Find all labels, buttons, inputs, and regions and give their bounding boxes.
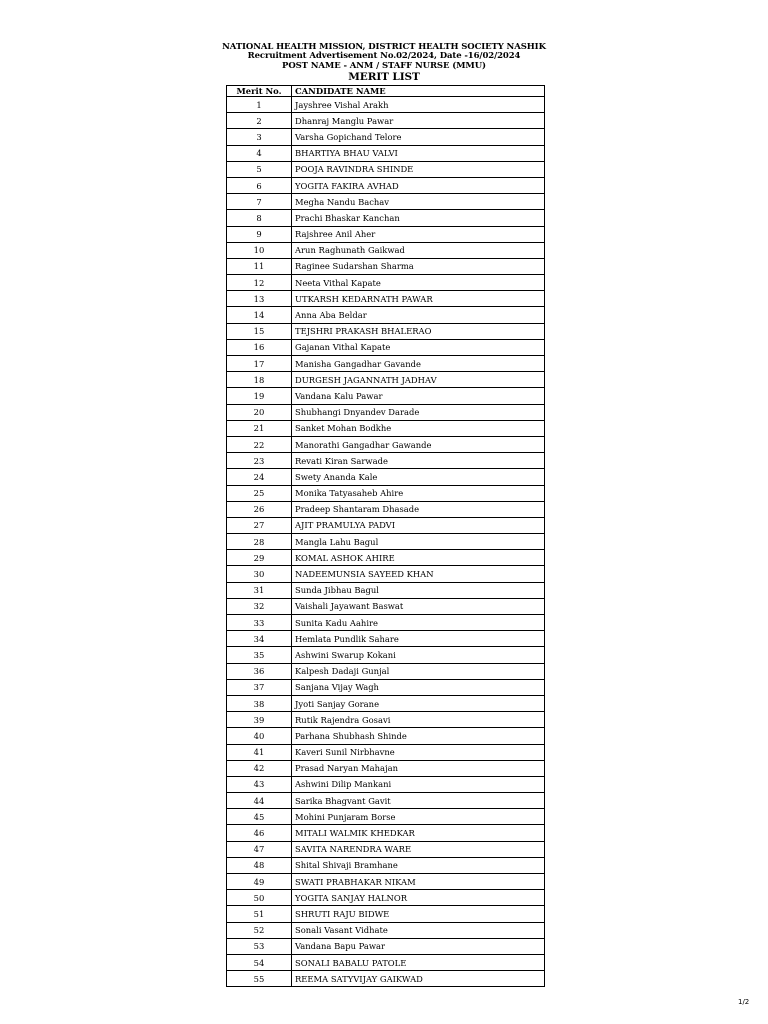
merit-number-cell: 50 [227, 890, 292, 906]
candidate-name-cell: Revati Kiran Sarwade [292, 453, 545, 469]
table-row [227, 534, 545, 550]
column-header-candidate-name: CANDIDATE NAME [292, 86, 545, 97]
merit-number-cell: 8 [227, 210, 292, 226]
candidate-name-cell: Pradeep Shantaram Dhasade [292, 501, 545, 517]
table-row [227, 679, 545, 695]
candidate-name-cell: YOGITA SANJAY HALNOR [292, 890, 545, 906]
page-number: 1/2 [738, 998, 750, 1006]
merit-number-cell: 43 [227, 776, 292, 792]
merit-number-cell: 2 [227, 113, 292, 129]
candidate-name-cell: TEJSHRI PRAKASH BHALERAO [292, 323, 545, 339]
merit-number-cell: 30 [227, 566, 292, 582]
merit-number-cell: 9 [227, 226, 292, 242]
candidate-name-cell: Mohini Punjaram Borse [292, 809, 545, 825]
merit-number-cell: 20 [227, 404, 292, 420]
candidate-name-cell: UTKARSH KEDARNATH PAWAR [292, 291, 545, 307]
table-row [227, 453, 545, 469]
merit-number-cell: 25 [227, 485, 292, 501]
merit-number-cell: 17 [227, 356, 292, 372]
table-row [227, 631, 545, 647]
candidate-name-cell: Jayshree Vishal Arakh [292, 97, 545, 113]
candidate-name-cell: Shubhangi Dnyandev Darade [292, 404, 545, 420]
candidate-name-cell: Vaishali Jayawant Baswat [292, 598, 545, 614]
candidate-name-cell: Rajshree Anil Aher [292, 226, 545, 242]
table-row [227, 145, 545, 161]
table-row [227, 161, 545, 177]
table-row [227, 372, 545, 388]
candidate-name-cell: SWATI PRABHAKAR NIKAM [292, 874, 545, 890]
merit-number-cell: 54 [227, 954, 292, 970]
candidate-name-cell: Gajanan Vithal Kapate [292, 339, 545, 355]
merit-number-cell: 11 [227, 258, 292, 274]
table-row [227, 258, 545, 274]
merit-number-cell: 6 [227, 177, 292, 193]
candidate-name-cell: Raginee Sudarshan Sharma [292, 258, 545, 274]
table-row [227, 695, 545, 711]
merit-number-cell: 33 [227, 615, 292, 631]
table-row [227, 210, 545, 226]
table-row [227, 776, 545, 792]
candidate-name-cell: Vandana Kalu Pawar [292, 388, 545, 404]
table-row [227, 469, 545, 485]
merit-list-title: MERIT LIST [348, 70, 420, 83]
merit-number-cell: 10 [227, 242, 292, 258]
merit-number-cell: 12 [227, 275, 292, 291]
merit-number-cell: 38 [227, 695, 292, 711]
merit-number-cell: 26 [227, 501, 292, 517]
merit-number-cell: 32 [227, 598, 292, 614]
table-row [227, 177, 545, 193]
candidate-name-cell: Hemlata Pundlik Sahare [292, 631, 545, 647]
merit-number-cell: 51 [227, 906, 292, 922]
table-row [227, 129, 545, 145]
merit-number-cell: 1 [227, 97, 292, 113]
merit-number-cell: 36 [227, 663, 292, 679]
organization-title: NATIONAL HEALTH MISSION, DISTRICT HEALTH SOCIETY NASHIK [222, 42, 546, 52]
merit-number-cell: 31 [227, 582, 292, 598]
table-row [227, 760, 545, 776]
merit-number-cell: 7 [227, 194, 292, 210]
merit-number-cell: 45 [227, 809, 292, 825]
table-row [227, 226, 545, 242]
merit-number-cell: 14 [227, 307, 292, 323]
candidate-name-cell: Prachi Bhaskar Kanchan [292, 210, 545, 226]
candidate-name-cell: Vandana Bapu Pawar [292, 938, 545, 954]
candidate-name-cell: Prasad Naryan Mahajan [292, 760, 545, 776]
candidate-name-cell: YOGITA FAKIRA AVHAD [292, 177, 545, 193]
document-header [0, 43, 768, 83]
table-row [227, 744, 545, 760]
table-row [227, 793, 545, 809]
candidate-name-cell: SHRUTI RAJU BIDWE [292, 906, 545, 922]
table-row [227, 307, 545, 323]
merit-list-table [226, 85, 545, 987]
table-row [227, 809, 545, 825]
candidate-name-cell: Neeta Vithal Kapate [292, 275, 545, 291]
merit-number-cell: 40 [227, 728, 292, 744]
candidate-name-cell: SONALI BABALU PATOLE [292, 954, 545, 970]
merit-number-cell: 35 [227, 647, 292, 663]
merit-number-cell: 44 [227, 793, 292, 809]
table-row [227, 825, 545, 841]
candidate-name-cell: REEMA SATYVIJAY GAIKWAD [292, 971, 545, 987]
merit-number-cell: 27 [227, 517, 292, 533]
candidate-name-cell: Manisha Gangadhar Gavande [292, 356, 545, 372]
table-row [227, 485, 545, 501]
table-row [227, 517, 545, 533]
table-row [227, 356, 545, 372]
table-row [227, 566, 545, 582]
merit-number-cell: 52 [227, 922, 292, 938]
candidate-name-cell: NADEEMUNSIA SAYEED KHAN [292, 566, 545, 582]
candidate-name-cell: Jyoti Sanjay Gorane [292, 695, 545, 711]
table-row [227, 242, 545, 258]
candidate-name-cell: DURGESH JAGANNATH JADHAV [292, 372, 545, 388]
candidate-name-cell: Sanjana Vijay Wagh [292, 679, 545, 695]
candidate-name-cell: BHARTIYA BHAU VALVI [292, 145, 545, 161]
merit-number-cell: 37 [227, 679, 292, 695]
candidate-name-cell: Sunita Kadu Aahire [292, 615, 545, 631]
table-row [227, 615, 545, 631]
candidate-name-cell: Rutik Rajendra Gosavi [292, 712, 545, 728]
table-row [227, 339, 545, 355]
table-row [227, 323, 545, 339]
candidate-name-cell: Sonali Vasant Vidhate [292, 922, 545, 938]
table-row [227, 874, 545, 890]
merit-number-cell: 41 [227, 744, 292, 760]
merit-number-cell: 24 [227, 469, 292, 485]
merit-number-cell: 4 [227, 145, 292, 161]
table-row [227, 275, 545, 291]
table-row [227, 841, 545, 857]
candidate-name-cell: MITALI WALMIK KHEDKAR [292, 825, 545, 841]
table-row [227, 954, 545, 970]
candidate-name-cell: KOMAL ASHOK AHIRE [292, 550, 545, 566]
candidate-name-cell: Kaveri Sunil Nirbhavne [292, 744, 545, 760]
merit-number-cell: 53 [227, 938, 292, 954]
table-row [227, 971, 545, 987]
post-name: POST NAME - ANM / STAFF NURSE (MMU) [282, 60, 486, 71]
candidate-name-cell: Monika Tatyasaheb Ahire [292, 485, 545, 501]
merit-number-cell: 48 [227, 857, 292, 873]
merit-number-cell: 49 [227, 874, 292, 890]
candidate-name-cell: Sanket Mohan Bodkhe [292, 420, 545, 436]
candidate-name-cell: Shital Shivaji Bramhane [292, 857, 545, 873]
merit-number-cell: 16 [227, 339, 292, 355]
table-row [227, 906, 545, 922]
merit-number-cell: 28 [227, 534, 292, 550]
table-row [227, 938, 545, 954]
candidate-name-cell: Parhana Shubhash Shinde [292, 728, 545, 744]
merit-number-cell: 42 [227, 760, 292, 776]
table-row [227, 857, 545, 873]
merit-number-cell: 15 [227, 323, 292, 339]
candidate-name-cell: Sarika Bhagvant Gavit [292, 793, 545, 809]
candidate-name-cell: Ashwini Dilip Mankani [292, 776, 545, 792]
table-row [227, 890, 545, 906]
table-row [227, 97, 545, 113]
table-row [227, 728, 545, 744]
table-row [227, 663, 545, 679]
table-row [227, 712, 545, 728]
candidate-name-cell: POOJA RAVINDRA SHINDE [292, 161, 545, 177]
merit-number-cell: 22 [227, 436, 292, 452]
table-row [227, 388, 545, 404]
table-row [227, 291, 545, 307]
merit-number-cell: 47 [227, 841, 292, 857]
candidate-name-cell: SAVITA NARENDRA WARE [292, 841, 545, 857]
table-row [227, 922, 545, 938]
merit-number-cell: 18 [227, 372, 292, 388]
table-header-row [227, 86, 545, 97]
table-row [227, 501, 545, 517]
candidate-name-cell: Dhanraj Manglu Pawar [292, 113, 545, 129]
merit-number-cell: 55 [227, 971, 292, 987]
candidate-name-cell: Manorathi Gangadhar Gawande [292, 436, 545, 452]
merit-number-cell: 39 [227, 712, 292, 728]
candidate-name-cell: Megha Nandu Bachav [292, 194, 545, 210]
merit-number-cell: 46 [227, 825, 292, 841]
candidate-name-cell: Mangla Lahu Bagul [292, 534, 545, 550]
merit-number-cell: 13 [227, 291, 292, 307]
table-row [227, 436, 545, 452]
merit-number-cell: 23 [227, 453, 292, 469]
candidate-name-cell: Arun Raghunath Gaikwad [292, 242, 545, 258]
table-row [227, 582, 545, 598]
candidate-name-cell: Kalpesh Dadaji Gunjal [292, 663, 545, 679]
candidate-name-cell: Sunda Jibhau Bagul [292, 582, 545, 598]
table-row [227, 550, 545, 566]
candidate-name-cell: Varsha Gopichand Telore [292, 129, 545, 145]
candidate-name-cell: AJIT PRAMULYA PADVI [292, 517, 545, 533]
merit-number-cell: 5 [227, 161, 292, 177]
table-row [227, 404, 545, 420]
merit-number-cell: 29 [227, 550, 292, 566]
merit-number-cell: 21 [227, 420, 292, 436]
table-row [227, 194, 545, 210]
table-row [227, 598, 545, 614]
column-header-merit-no: Merit No. [227, 86, 292, 97]
table-row [227, 420, 545, 436]
merit-number-cell: 3 [227, 129, 292, 145]
table-row [227, 113, 545, 129]
candidate-name-cell: Ashwini Swarup Kokani [292, 647, 545, 663]
candidate-name-cell: Anna Aba Beldar [292, 307, 545, 323]
merit-number-cell: 19 [227, 388, 292, 404]
advertisement-reference: Recruitment Advertisement No.02/2024, Date -16/02/2024 [247, 51, 521, 62]
candidate-name-cell: Swety Ananda Kale [292, 469, 545, 485]
table-row [227, 647, 545, 663]
merit-number-cell: 34 [227, 631, 292, 647]
